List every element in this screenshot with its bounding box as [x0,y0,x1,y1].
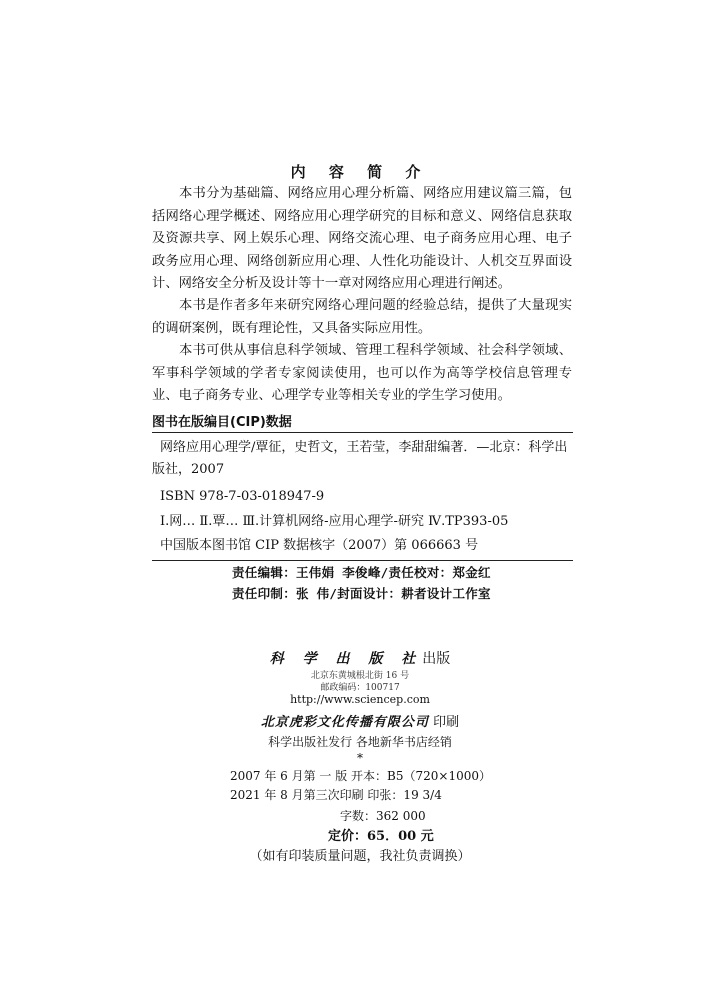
section-title: 内 容 简 介 [290,163,430,181]
cip-heading: 图书在版编目(CIP)数据 [152,415,292,430]
cip-isbn: ISBN 978-7-03-018947-9 [160,489,325,504]
edition-line-2: 2021 年 8 月第三次印刷 印张：19 3/4 [230,788,442,802]
publisher-url: http://www.sciencep.com [290,693,430,706]
distribution-line: 科学出版社发行 各地新华书店经销 [268,735,452,749]
cip-check-number: 中国版本图书馆 CIP 数据核字（2007）第 066663 号 [160,538,479,553]
price: 定价：65．00 元 [328,829,434,844]
publisher-postcode: 邮政编码：100717 [320,683,400,693]
separator-star: * [357,751,363,765]
cip-classification: Ⅰ.网… Ⅱ.覃… Ⅲ.计算机网络-应用心理学-研究 Ⅳ.TP393-05 [160,514,509,529]
intro-paragraph-1: 本书分为基础篇、网络应用心理分析篇、网络应用建议篇三篇，包括网络心理学概述、网络应用心理学研究的目标和意义、网络信息获取及资源共享、网上娱乐心理、网络交流心理、电子商务应用心理、电子政务应用心理、网络创新应用心理、人性化功能设计、人机交互界面设计、网络安全分析及设计等十一章对网络应用心理进行阐述。 [152,186,572,292]
editors-line: 责任编辑：王伟娟 李俊峰/责任校对：郑金红 [232,565,491,580]
quality-note: （如有印装质量问题，我社负责调换） [249,849,471,864]
publisher-suffix: 出版 [422,651,451,667]
printer-line [0,711,720,730]
printer-name: 北京虎彩文化传播有限公司 [260,715,429,730]
publisher-name: 科 学 出 版 社 [269,651,423,667]
cip-top-rule [152,432,573,433]
edition-line-1: 2007 年 6 月第 一 版 开本：B5（720×1000） [230,769,492,783]
printer-suffix: 印刷 [433,715,460,730]
cip-bottom-rule [152,560,573,561]
cip-record: 网络应用心理学/覃征，史哲文，王若莹，李甜甜编著．—北京：科学出版社，2007 [152,440,568,477]
production-line: 责任印制：张 伟/封面设计：耕者设计工作室 [232,586,491,601]
publisher-line [0,648,720,668]
publisher-address: 北京东黄城根北街 16 号 [310,671,410,681]
word-count: 字数：362 000 [340,809,426,823]
intro-paragraph-3: 本书可供从事信息科学领域、管理工程科学领域、社会科学领域、军事科学领域的学者专家阅读使用，也可以作为高等学校信息管理专业、电子商务专业、心理学专业等相关专业的学生学习使用。 [152,343,572,404]
intro-paragraph-2: 本书是作者多年来研究网络心理问题的经验总结，提供了大量现实的调研案例，既有理论性，又具备实际应用性。 [152,298,572,336]
